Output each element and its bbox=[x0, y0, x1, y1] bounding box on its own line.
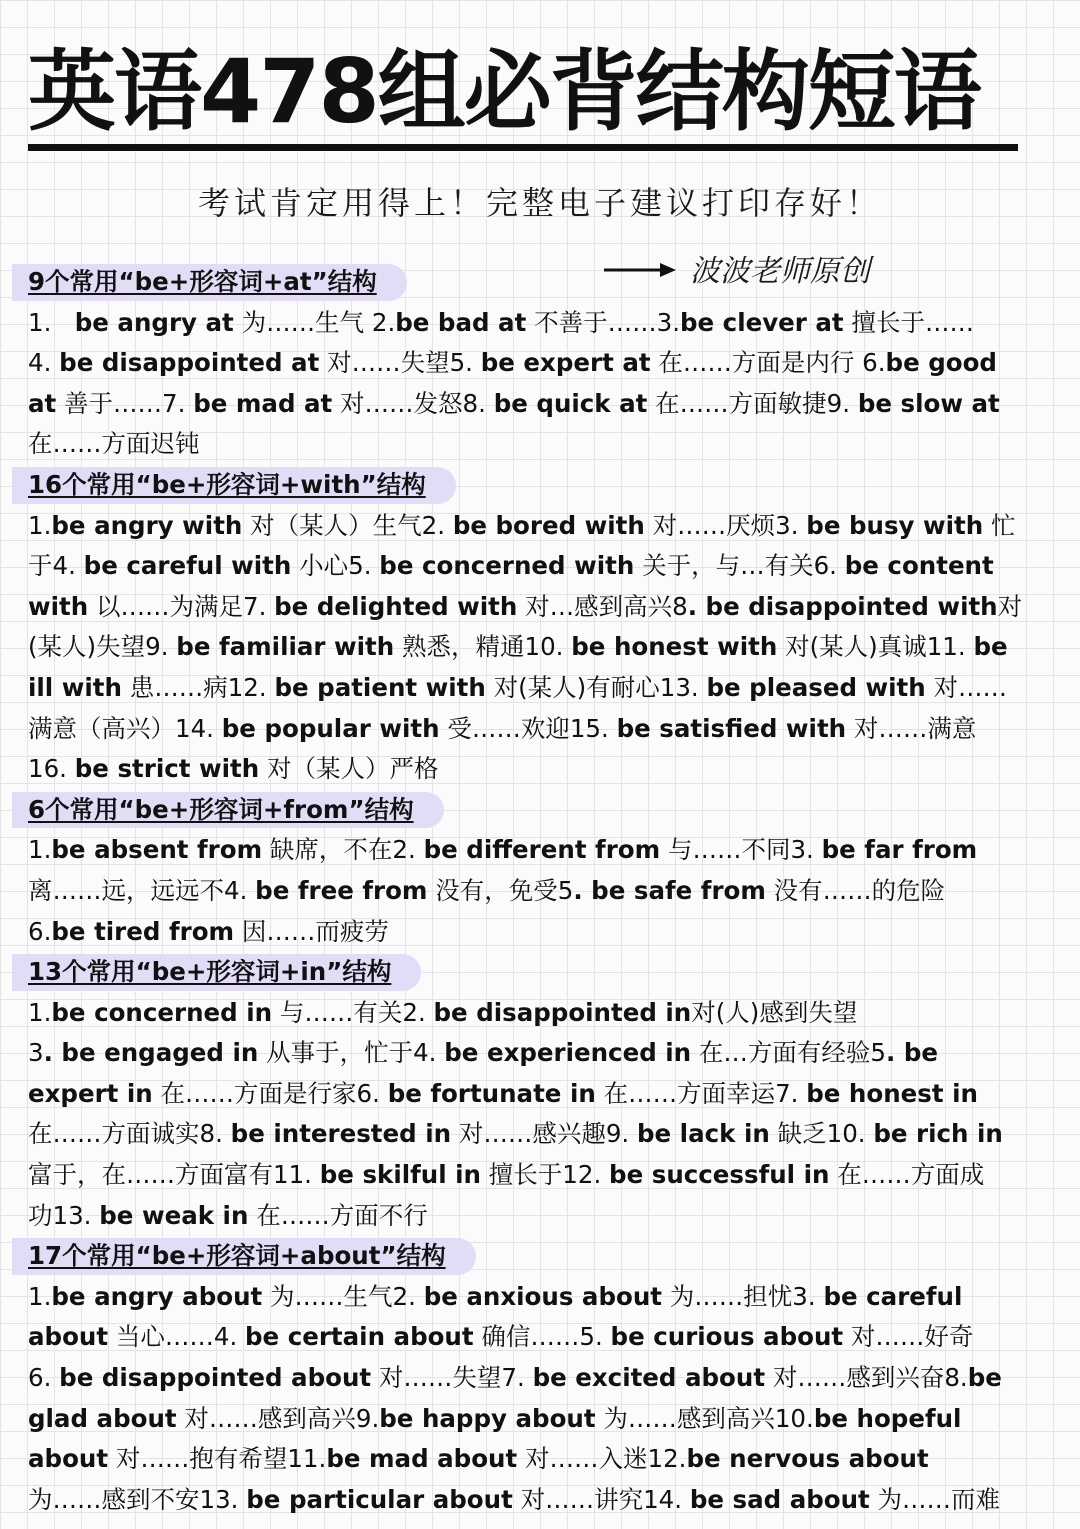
phrase-line bbox=[28, 830, 1054, 871]
phrase-term: be absent from bbox=[51, 835, 263, 865]
phrase-term: be slow at bbox=[857, 388, 1000, 418]
phrase-line bbox=[28, 871, 1054, 912]
phrase-term: be honest with bbox=[571, 632, 778, 662]
phrase-list bbox=[28, 262, 1054, 1520]
phrase-meaning: 满意（高兴）14. bbox=[28, 713, 222, 743]
phrase-term: be familiar with bbox=[176, 632, 395, 662]
phrase-meaning: 忙 bbox=[983, 510, 1016, 540]
phrase-line bbox=[28, 1439, 1054, 1480]
phrase-line bbox=[28, 1033, 1054, 1074]
phrase-term: be skilful in bbox=[319, 1160, 481, 1190]
section-title: 9个常用“be+形容词+at”结构 bbox=[28, 262, 407, 303]
phrase-term: be satisfied with bbox=[616, 713, 847, 743]
phrase-term: be quick at bbox=[493, 388, 648, 418]
phrase-meaning: 富于，在……方面富有11. bbox=[28, 1160, 320, 1190]
phrase-line bbox=[28, 587, 1054, 628]
phrase-meaning: 擅长于12. bbox=[481, 1160, 610, 1190]
phrase-section bbox=[28, 465, 1054, 790]
phrase-term: be honest in bbox=[806, 1078, 978, 1108]
phrase-meaning: 1. bbox=[28, 307, 75, 337]
phrase-meaning: 对（某人）严格 bbox=[259, 754, 439, 784]
phrase-line bbox=[28, 627, 1054, 668]
phrase-line bbox=[28, 912, 1054, 953]
phrase-meaning: 对(人)感到失望 bbox=[691, 997, 858, 1027]
phrase-term: be weak in bbox=[99, 1200, 249, 1230]
page-title: 英语478组必背结构短语 bbox=[28, 40, 980, 143]
phrase-meaning: 为……生气 2. bbox=[233, 307, 396, 337]
phrase-meaning: 没有，免受5 bbox=[427, 875, 574, 905]
phrase-line bbox=[28, 993, 1054, 1034]
phrase-term: be lack in bbox=[637, 1119, 770, 1149]
phrase-meaning: 1. bbox=[28, 997, 52, 1027]
phrase-meaning: 缺乏10. bbox=[769, 1119, 874, 1149]
phrase-line bbox=[28, 384, 1054, 425]
phrase-meaning: 功13. bbox=[28, 1200, 100, 1230]
phrase-meaning: 对……感到高兴9. bbox=[176, 1403, 380, 1433]
phrase-meaning: 缺席，不在2. bbox=[262, 835, 424, 865]
phrase-line bbox=[28, 668, 1054, 709]
phrase-term: be interested in bbox=[230, 1119, 452, 1149]
phrase-line bbox=[28, 1074, 1054, 1115]
phrase-term: be experienced in bbox=[444, 1038, 692, 1068]
phrase-line bbox=[28, 424, 1054, 465]
phrase-section bbox=[28, 1236, 1054, 1520]
phrase-term: about bbox=[28, 1444, 109, 1474]
phrase-term: glad about bbox=[28, 1403, 177, 1433]
phrase-meaning: 为……而难 bbox=[869, 1484, 1001, 1514]
phrase-meaning: 对……抱有希望11. bbox=[108, 1444, 327, 1474]
phrase-line bbox=[28, 1317, 1054, 1358]
section-title: 6个常用“be+形容词+from”结构 bbox=[28, 790, 444, 831]
phrase-line bbox=[28, 1277, 1054, 1318]
phrase-meaning: 对（某人）生气2. bbox=[242, 510, 453, 540]
phrase-meaning: 为……感到高兴10. bbox=[595, 1403, 814, 1433]
phrase-meaning: 3 bbox=[28, 1038, 44, 1068]
phrase-meaning: 确信……5. bbox=[473, 1322, 611, 1352]
section-title: 13个常用“be+形容词+in”结构 bbox=[28, 952, 421, 993]
phrase-term: be rich in bbox=[873, 1119, 1003, 1149]
phrase-meaning: 对(某人)真诚11. bbox=[777, 632, 974, 662]
phrase-term: with bbox=[28, 591, 89, 621]
phrase-line bbox=[28, 303, 1054, 344]
phrase-term: be angry with bbox=[51, 510, 243, 540]
phrase-term: be angry about bbox=[51, 1281, 263, 1311]
phrase-meaning: 与……不同3. bbox=[660, 835, 822, 865]
phrase-meaning: 与……有关2. bbox=[272, 997, 434, 1027]
phrase-meaning: 为……感到不安13. bbox=[28, 1484, 247, 1514]
phrase-line bbox=[28, 343, 1054, 384]
phrase-meaning: 对 bbox=[997, 591, 1023, 621]
phrase-term: be concerned in bbox=[51, 997, 273, 1027]
phrase-term: be pleased with bbox=[706, 672, 926, 702]
phrase-line bbox=[28, 1399, 1054, 1440]
phrase-meaning: 1. bbox=[28, 510, 52, 540]
phrase-term: be fortunate in bbox=[387, 1078, 596, 1108]
phrase-meaning: 对……厌烦3. bbox=[644, 510, 807, 540]
phrase-line bbox=[28, 1358, 1054, 1399]
phrase-meaning: 没有……的危险 bbox=[765, 875, 946, 905]
phrase-term: be clever at bbox=[679, 307, 844, 337]
section-title: 17个常用“be+形容词+about”结构 bbox=[28, 1236, 476, 1277]
phrase-meaning: 熟悉，精通10. bbox=[394, 632, 572, 662]
phrase-meaning: 16. bbox=[28, 754, 75, 784]
phrase-meaning: 对……讲究14. bbox=[512, 1484, 690, 1514]
phrase-term: be free from bbox=[255, 875, 428, 905]
phrase-term: be careful with bbox=[83, 551, 292, 581]
phrase-term: . be engaged in bbox=[43, 1038, 259, 1068]
phrase-term: be bbox=[973, 632, 1008, 662]
phrase-meaning: 在……方面幸运7. bbox=[595, 1078, 807, 1108]
phrase-meaning: 对…… bbox=[925, 672, 1008, 702]
phrase-section bbox=[28, 952, 1054, 1236]
phrase-line bbox=[28, 1155, 1054, 1196]
phrase-meaning: 在……方面诚实8. bbox=[28, 1119, 231, 1149]
phrase-term: be nervous about bbox=[686, 1444, 929, 1474]
section-title: 16个常用“be+形容词+with”结构 bbox=[28, 465, 456, 506]
phrase-term: be patient with bbox=[274, 672, 486, 702]
phrase-meaning: 从事于，忙于4. bbox=[258, 1038, 445, 1068]
phrase-meaning: 因……而疲劳 bbox=[234, 916, 389, 946]
phrase-term: . be disappointed with bbox=[687, 591, 998, 621]
phrase-term: be far from bbox=[821, 835, 978, 865]
phrase-meaning: 于4. bbox=[28, 551, 84, 581]
phrase-term: be disappointed at bbox=[59, 348, 320, 378]
phrase-meaning: 对……满意 bbox=[846, 713, 977, 743]
phrase-term: be concerned with bbox=[379, 551, 635, 581]
phrase-term: about bbox=[28, 1322, 109, 1352]
phrase-term: be mad about bbox=[326, 1444, 518, 1474]
phrase-meaning: 擅长于…… bbox=[843, 307, 974, 337]
phrase-meaning: 患……病12. bbox=[121, 672, 275, 702]
phrase-meaning: 对……失望7. bbox=[371, 1363, 533, 1393]
phrase-term: be curious about bbox=[610, 1322, 844, 1352]
phrase-meaning: 受……欢迎15. bbox=[439, 713, 617, 743]
phrase-section bbox=[28, 790, 1054, 952]
phrase-line bbox=[28, 546, 1054, 587]
phrase-term: be careful bbox=[823, 1281, 963, 1311]
phrase-term: ill with bbox=[28, 672, 122, 702]
phrase-meaning: 在……方面迟钝 bbox=[28, 429, 200, 459]
phrase-line bbox=[28, 1114, 1054, 1155]
phrase-line bbox=[28, 1480, 1054, 1521]
phrase-term: be popular with bbox=[221, 713, 440, 743]
phrase-meaning: 在……方面成 bbox=[829, 1160, 985, 1190]
phrase-meaning: 当心……4. bbox=[108, 1322, 246, 1352]
phrase-term: be particular about bbox=[246, 1484, 513, 1514]
phrase-meaning: 对……失望5. bbox=[319, 348, 481, 378]
phrase-term: . be bbox=[885, 1038, 938, 1068]
subtitle: 考试肯定用得上！完整电子建议打印存好！ bbox=[197, 184, 882, 222]
phrase-meaning: 以……为满足7. bbox=[88, 591, 275, 621]
phrase-term: be different from bbox=[423, 835, 661, 865]
phrase-meaning: 善于……7. bbox=[56, 388, 194, 418]
phrase-meaning: 对……感到兴奋8. bbox=[765, 1363, 968, 1393]
phrase-meaning: 在……方面不行 bbox=[248, 1200, 428, 1230]
phrase-term: . be safe from bbox=[573, 875, 766, 905]
phrase-meaning: 1. bbox=[28, 1281, 52, 1311]
phrase-term: be content bbox=[844, 551, 994, 581]
phrase-term: be busy with bbox=[806, 510, 984, 540]
phrase-term: be certain about bbox=[245, 1322, 474, 1352]
phrase-meaning: 4. bbox=[28, 348, 60, 378]
phrase-meaning: 在……方面是行家6. bbox=[152, 1078, 388, 1108]
phrase-meaning: (某人)失望9. bbox=[28, 632, 177, 662]
phrase-term: be bored with bbox=[452, 510, 645, 540]
phrase-term: be delighted with bbox=[274, 591, 518, 621]
phrase-term: be angry at bbox=[74, 307, 234, 337]
phrase-line bbox=[28, 506, 1054, 547]
author-label: 波波老师原创 bbox=[690, 254, 870, 289]
title-underline bbox=[28, 144, 1018, 151]
phrase-line bbox=[28, 1196, 1054, 1237]
phrase-meaning: 对……发怒8. bbox=[332, 388, 494, 418]
phrase-meaning: 对(某人)有耐心13. bbox=[485, 672, 707, 702]
phrase-term: be sad about bbox=[689, 1484, 870, 1514]
phrase-meaning: 关于，与…有关6. bbox=[634, 551, 845, 581]
phrase-term: be hopeful bbox=[813, 1403, 962, 1433]
phrase-line bbox=[28, 709, 1054, 750]
phrase-term: be tired from bbox=[51, 916, 235, 946]
phrase-meaning: 为……担忧3. bbox=[662, 1281, 824, 1311]
phrase-line bbox=[28, 749, 1054, 790]
phrase-meaning: 对……好奇 bbox=[843, 1322, 974, 1352]
phrase-term: be bbox=[967, 1363, 1002, 1393]
phrase-term: be anxious about bbox=[423, 1281, 662, 1311]
phrase-meaning: 对……入迷12. bbox=[517, 1444, 687, 1474]
phrase-term: be successful in bbox=[609, 1160, 830, 1190]
phrase-meaning: 离……远，远远不4. bbox=[28, 875, 256, 905]
phrase-term: be disappointed about bbox=[59, 1363, 372, 1393]
phrase-meaning: 为……生气2. bbox=[262, 1281, 424, 1311]
phrase-term: expert in bbox=[28, 1078, 153, 1108]
phrase-term: be happy about bbox=[379, 1403, 596, 1433]
phrase-section bbox=[28, 262, 1054, 465]
phrase-meaning: 1. bbox=[28, 835, 52, 865]
phrase-meaning: 6. bbox=[28, 1363, 60, 1393]
phrase-term: be strict with bbox=[74, 754, 260, 784]
phrase-meaning: 在…方面有经验5 bbox=[691, 1038, 886, 1068]
phrase-meaning: 对……感兴趣9. bbox=[451, 1119, 637, 1149]
phrase-meaning: 对…感到高兴8 bbox=[517, 591, 688, 621]
phrase-meaning: 小心5. bbox=[291, 551, 380, 581]
phrase-meaning: 在……方面敏捷9. bbox=[647, 388, 858, 418]
phrase-meaning: 在……方面是内行 6. bbox=[650, 348, 886, 378]
phrase-term: at bbox=[28, 388, 57, 418]
phrase-term: be bad at bbox=[395, 307, 527, 337]
phrase-meaning: 不善于……3. bbox=[526, 307, 680, 337]
phrase-term: be expert at bbox=[480, 348, 651, 378]
phrase-term: be disappointed in bbox=[433, 997, 692, 1027]
phrase-term: be good bbox=[885, 348, 997, 378]
phrase-meaning: 6. bbox=[28, 916, 52, 946]
phrase-term: be excited about bbox=[532, 1363, 766, 1393]
phrase-term: be mad at bbox=[193, 388, 333, 418]
